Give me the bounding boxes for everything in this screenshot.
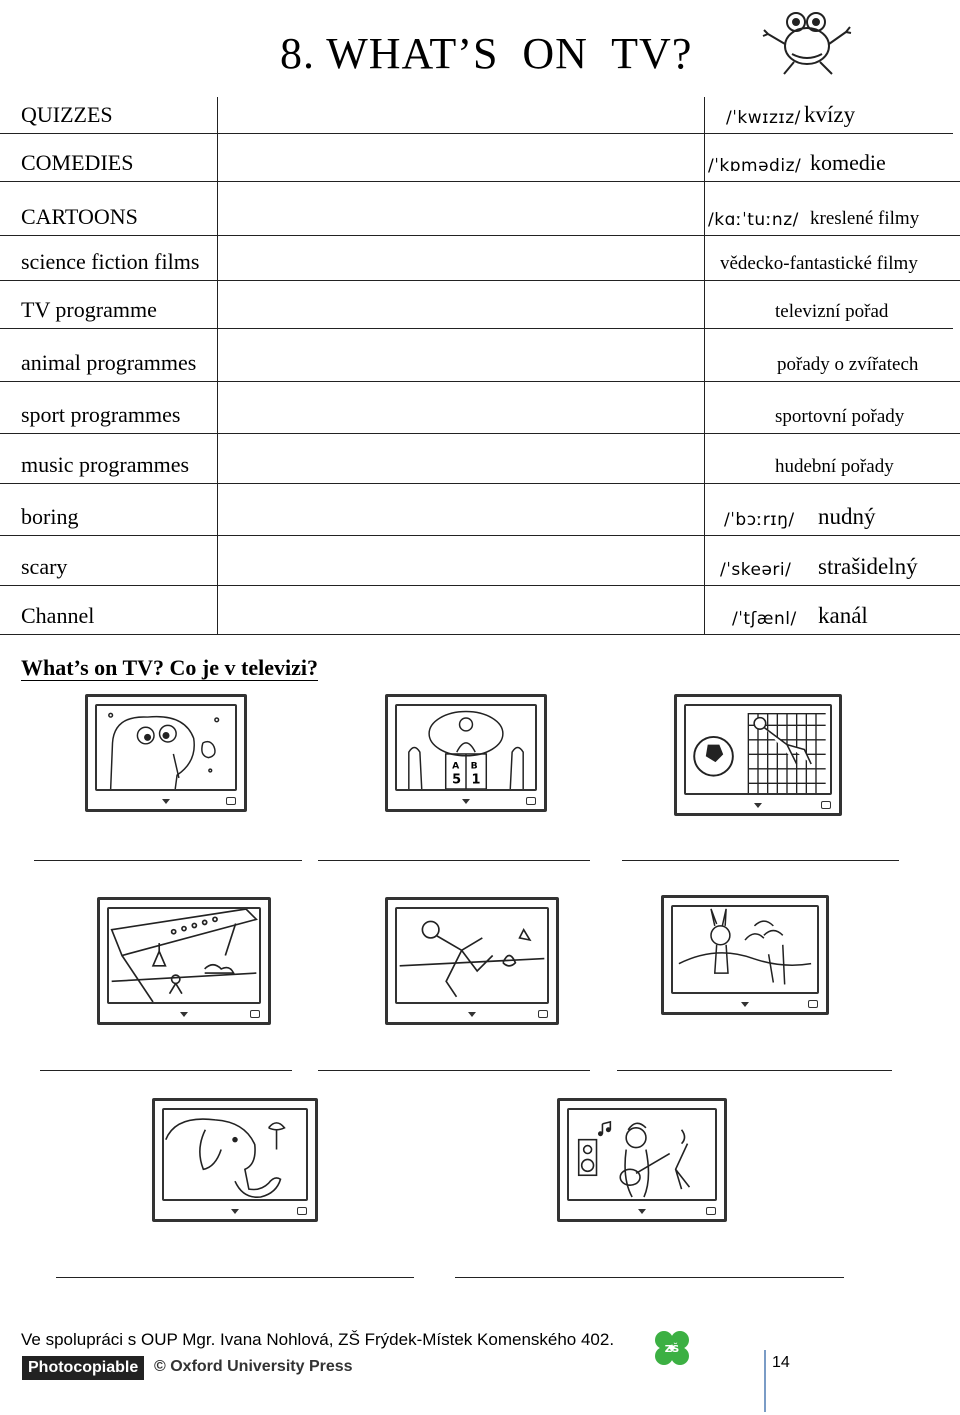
- tv-picture-cartoon: [85, 694, 247, 812]
- vocab-row: [0, 585, 960, 635]
- vocab-row: [0, 536, 960, 586]
- vocab-czech: komedie: [810, 150, 886, 175]
- tv-picture-scifi: [97, 897, 271, 1025]
- row-rule: [0, 328, 953, 329]
- svg-text:A: A: [452, 760, 460, 772]
- page-number: 14: [772, 1354, 790, 1371]
- vocab-english: animal programmes: [21, 350, 197, 375]
- photocopiable-badge: Photocopiable: [22, 1356, 144, 1380]
- vocab-english: music programmes: [21, 452, 190, 477]
- vocab-czech: kvízy: [804, 102, 856, 127]
- vocab-row: [0, 84, 960, 134]
- vocab-english: COMEDIES: [21, 150, 134, 175]
- vocab-row: [0, 384, 960, 434]
- vocab-row: [0, 486, 960, 536]
- footer-credit: Ve spolupráci s OUP Mgr. Ivana Nohlová, ZŠ Frýdek-Místek Komenského 402.: [21, 1330, 615, 1349]
- vocab-pronunciation: /ˈtʃænl/: [732, 609, 797, 629]
- tv-picture-music: [557, 1098, 727, 1222]
- vocab-english: Channel: [21, 603, 95, 628]
- vocab-czech: hudební pořady: [775, 456, 894, 477]
- vocab-english: TV programme: [21, 297, 157, 322]
- answer-line[interactable]: [318, 860, 590, 861]
- vocab-row: [0, 434, 960, 484]
- vocab-row: [0, 279, 960, 329]
- svg-text:B: B: [470, 760, 478, 772]
- publisher-credit: © Oxford University Press: [154, 1358, 353, 1375]
- vocab-row: [0, 231, 960, 281]
- answer-line[interactable]: [34, 860, 302, 861]
- vocab-czech: kanál: [818, 603, 868, 628]
- school-logo-icon: [650, 1326, 694, 1370]
- sci-fi-spaceship-icon: [109, 909, 259, 1002]
- comedy-slip-icon: [397, 909, 547, 1002]
- svg-text:5: 5: [452, 772, 462, 788]
- answer-line[interactable]: [622, 860, 899, 861]
- tv-picture-quiz: [385, 694, 547, 812]
- vocab-english: science fiction films: [21, 249, 200, 274]
- music-guitar-icon: [569, 1110, 715, 1199]
- vocab-czech: strašidelný: [818, 554, 918, 579]
- vocab-row: [0, 332, 960, 382]
- vocab-english: sport programmes: [21, 402, 181, 427]
- vocab-czech: pořady o zvířatech: [777, 354, 919, 375]
- vocab-czech: kreslené filmy: [810, 208, 920, 229]
- vocab-english: QUIZZES: [21, 102, 113, 127]
- answer-line[interactable]: [56, 1277, 414, 1278]
- elephant-icon: [164, 1110, 306, 1199]
- vocab-czech: sportovní pořady: [775, 406, 905, 427]
- quiz-show-icon: [397, 706, 535, 789]
- answer-line[interactable]: [40, 1070, 292, 1071]
- row-rule: [0, 483, 960, 484]
- tv-picture-elephant: [152, 1098, 318, 1222]
- cartoon-creature-icon: [97, 706, 235, 789]
- vocab-pronunciation: /ˈkwɪzɪz/: [726, 108, 801, 128]
- vocab-pronunciation: /ˈbɔːrɪŋ/: [724, 510, 795, 530]
- vocab-row: [0, 186, 960, 236]
- tv-picture-football: [674, 694, 842, 816]
- tv-picture-comedy: [385, 897, 559, 1025]
- svg-text:1: 1: [471, 772, 481, 788]
- vocab-pronunciation: /ˈskeəri/: [720, 560, 792, 580]
- frog-mascot-icon: [762, 4, 852, 76]
- exercise-heading: What’s on TV? Co je v televizi?: [21, 655, 318, 680]
- row-rule: [0, 381, 960, 382]
- vocab-czech: televizní pořad: [775, 301, 889, 322]
- svg-text:ZŠ: ZŠ: [664, 1344, 680, 1355]
- tv-picture-rabbit: [661, 895, 829, 1015]
- vocab-czech: vědecko-fantastické filmy: [720, 253, 918, 274]
- answer-line[interactable]: [318, 1070, 590, 1071]
- row-rule: [0, 181, 960, 182]
- football-goal-icon: [686, 706, 830, 793]
- vocab-pronunciation: /kɑːˈtuːnz/: [708, 210, 799, 230]
- vocab-row: [0, 132, 960, 182]
- row-rule: [0, 634, 960, 635]
- vocab-pronunciation: /ˈkɒmədiz/: [708, 156, 802, 176]
- vocab-english: boring: [21, 504, 79, 529]
- page-number-rule: [764, 1350, 766, 1412]
- cartoon-rabbit-icon: [673, 907, 817, 992]
- vocab-english: scary: [21, 554, 68, 579]
- vocab-english: CARTOONS: [21, 204, 138, 229]
- page-title: 8. WHAT’S ON TV?: [280, 29, 693, 78]
- answer-line[interactable]: [455, 1277, 844, 1278]
- answer-line[interactable]: [617, 1070, 892, 1071]
- vocab-czech: nudný: [818, 504, 876, 529]
